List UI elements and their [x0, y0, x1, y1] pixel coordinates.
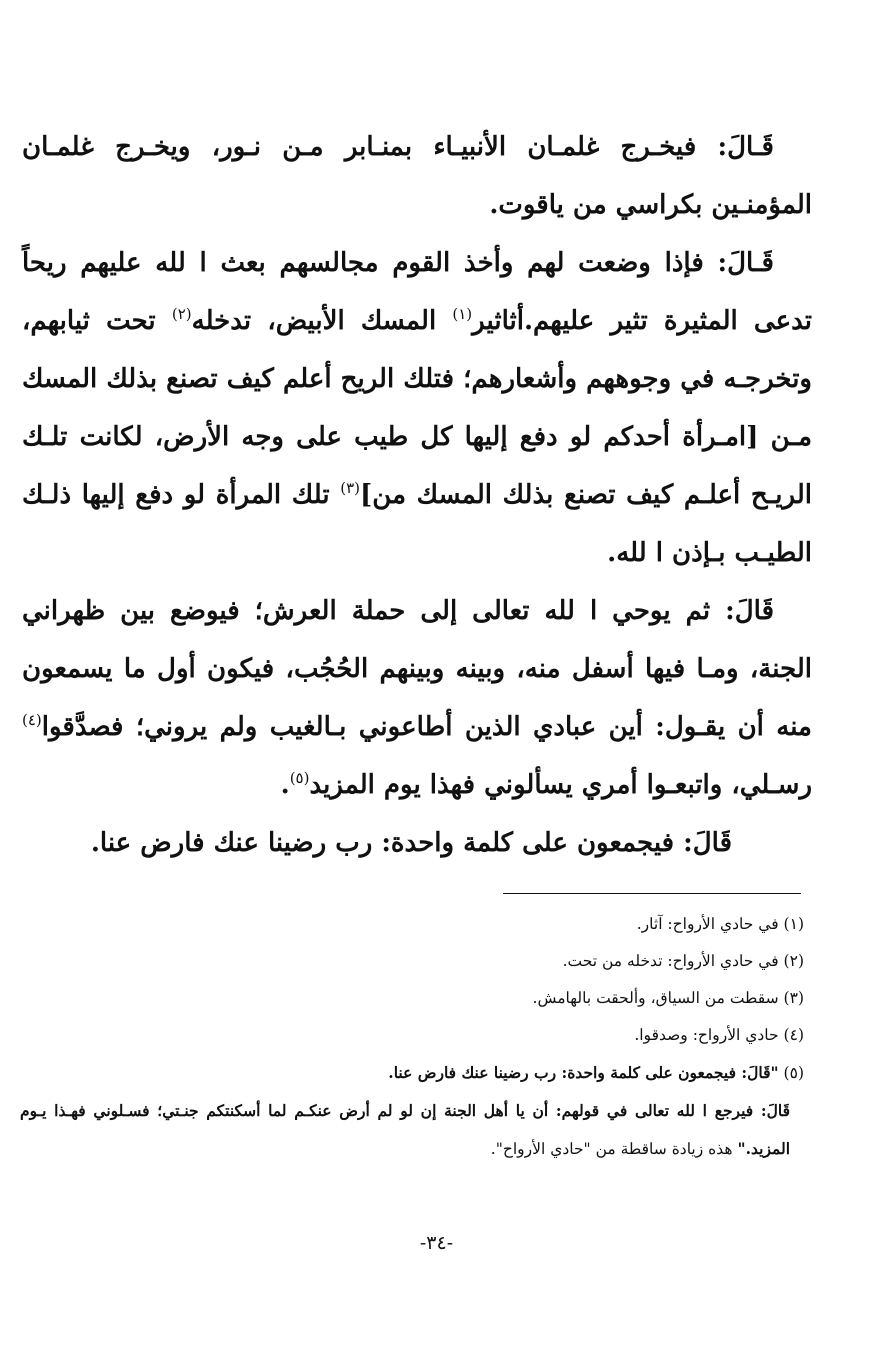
footnote-text: حادي الأرواح: وصدقوا.	[634, 1026, 779, 1044]
footnote-4	[20, 1017, 804, 1054]
footnote-number: (٤)	[783, 1026, 804, 1044]
footnote-text: في حادي الأرواح: تدخله من تحت.	[562, 952, 779, 970]
page-number: -٣٤-	[419, 1232, 454, 1254]
footnotes	[20, 906, 804, 1168]
footnote-3	[20, 980, 804, 1017]
footnote-5-continuation	[20, 1092, 804, 1168]
paragraph-text: رسـلي، واتبعـوا أمري يسألوني فهذا يوم المزيد	[309, 770, 812, 800]
main-text	[22, 118, 812, 872]
footnote-number: (٥)	[783, 1064, 804, 1082]
footnote-2	[20, 943, 804, 980]
footnote-5	[20, 1054, 804, 1092]
paragraph-lead: قَالَ:	[683, 828, 732, 858]
paragraph	[22, 234, 812, 582]
footnote-marker: (٣)	[340, 479, 360, 497]
paragraph-text: المسك الأبيض، تدخله	[191, 306, 453, 336]
footnote-note: هذه زيادة ساقطة من "حادي الأرواح".	[490, 1140, 738, 1158]
paragraph-text: فيجمعون على كلمة واحدة: رب رضينا عنك فارض عنا.	[90, 828, 684, 858]
paragraph	[22, 582, 812, 814]
footnote-quote: قَالَ: فيرجع ا لله تعالى في قولهم: أن يا أهل الجنة إن لو لم أرض عنكـم لما أسكنتكم جنـتي؛ فسـلوني فهـذا يـوم المزيد."	[20, 1101, 790, 1158]
paragraph-text: فيخـرج غلمـان الأنبيـاء بمنـابر مـن نـور، ويخـرج غلمـان المؤمنـين بكراسي من ياقوت.	[22, 132, 812, 220]
paragraph-lead: قَـالَ:	[717, 248, 774, 278]
footnote-number: (٢)	[783, 952, 804, 970]
footnote-marker: (٤)	[22, 711, 42, 729]
footnote-text: في حادي الأرواح: آثار.	[636, 915, 779, 933]
footnote-separator	[503, 893, 801, 894]
paragraph-lead: قَالَ:	[725, 596, 774, 626]
paragraph-text: ثم يوحي ا لله تعالى إلى حملة العرش؛ فيوضع بين ظهراني الجنة، ومـا فيها أسفل منه، وبينه وبينهم الحُجُب، فيكون أول ما يسمعون منه أن يقـول: أين عبادي الذين أطاعوني بـالغيب ولم يروني؛ فصدَّقوا	[22, 596, 812, 742]
footnote-text: سقطت من السياق، وألحقت بالهامش.	[532, 989, 779, 1007]
footnote-marker: (٢)	[171, 305, 192, 323]
footnote-marker: (٥)	[289, 769, 310, 787]
paragraph-text: تحت ثيابهم، وتخرجـه في وجوههم وأشعارهم؛ فتلك الريح أعلم كيف تصنع بذلك المسك مـن [امـرأة أحدكم لو دفع إليها كل طيب على وجه الأرض، لكانت تلـك الريـح أعلـم كيف تصنع بذلك المسك من]	[22, 306, 812, 510]
paragraph	[22, 814, 812, 872]
paragraph	[22, 118, 812, 234]
paragraph-lead: قَـالَ:	[717, 132, 774, 162]
paragraph-text: فإذا وضعت لهم وأخذ القوم مجالسهم بعث ا لله عليهم ريحاً تدعى المثيرة تثير عليهم.أثاثير	[22, 248, 812, 336]
paragraph-text: .	[280, 770, 290, 800]
footnote-1	[20, 906, 804, 943]
paragraph-text: تلك المرأة لو دفع إليها ذلـك الطيـب بـإذن ا لله.	[22, 480, 812, 568]
footnote-text: "قَالَ: فيجمعون على كلمة واحدة: رب رضينا عنك فارض عنا.	[388, 1063, 779, 1082]
footnote-number: (١)	[783, 915, 804, 933]
footnote-marker: (١)	[452, 305, 473, 323]
footnote-number: (٣)	[783, 989, 804, 1007]
